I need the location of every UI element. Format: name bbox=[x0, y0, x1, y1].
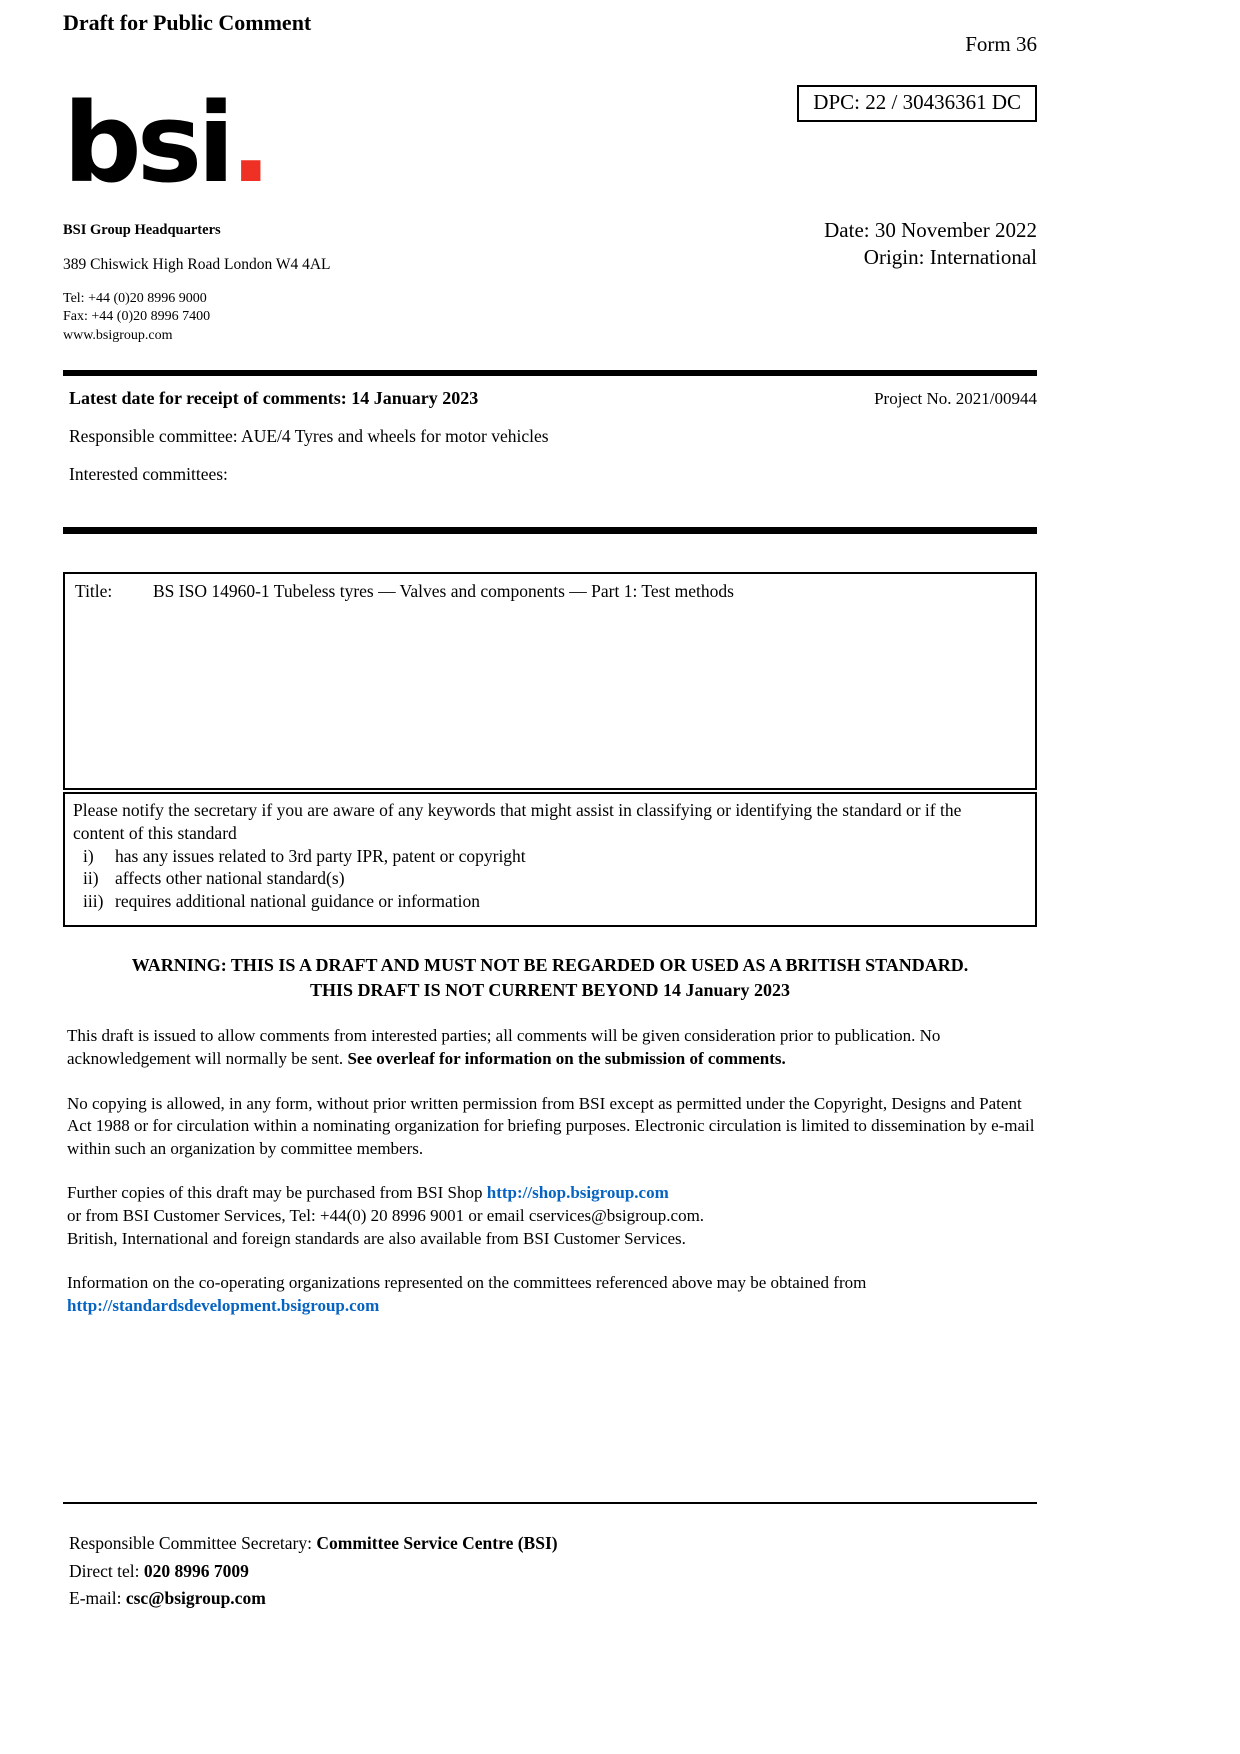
keywords-item-text: requires additional national guidance or information bbox=[115, 891, 480, 912]
paragraph-further-copies bbox=[63, 1182, 1037, 1250]
draft-for-public-comment-title: Draft for Public Comment bbox=[63, 10, 312, 35]
paragraph-draft-issued-text: This draft is issued to allow comments from interested parties; all comments will be given consideration prior to publication. No acknowledgement will normally be sent. bbox=[67, 1026, 941, 1068]
further-copies-line-1 bbox=[67, 1182, 1037, 1205]
further-copies-text: Further copies of this draft may be purchased from BSI Shop bbox=[67, 1183, 487, 1203]
project-number: Project No. 2021/00944 bbox=[874, 389, 1037, 409]
keywords-item bbox=[83, 845, 1017, 868]
further-copies-line-2: or from BSI Customer Services, Tel: +44(0) 20 8996 9001 or email cservices@bsigroup.com. bbox=[67, 1205, 705, 1225]
top-row bbox=[63, 10, 1037, 57]
responsible-committee-line: Responsible committee: AUE/4 Tyres and wheels for motor vehicles bbox=[69, 426, 549, 447]
footer-secretary-line bbox=[69, 1530, 1037, 1557]
tel-line: Tel: +44 (0)20 8996 9000 bbox=[63, 290, 207, 306]
footer-tel-line bbox=[69, 1558, 1037, 1585]
paragraph-cooperating-orgs bbox=[63, 1272, 1037, 1317]
paragraph-see-overleaf-bold: See overleaf for information on the submission of comments. bbox=[347, 1048, 786, 1068]
brand-row bbox=[63, 79, 1037, 346]
dpc-reference-box bbox=[797, 85, 1037, 122]
paragraph-draft-issued bbox=[63, 1025, 1037, 1070]
hq-title: BSI Group Headquarters bbox=[63, 221, 221, 238]
keywords-item bbox=[83, 890, 1017, 913]
dpc-reference-text: DPC: 22 / 30436361 DC bbox=[813, 90, 1021, 114]
bsi-shop-link[interactable]: http://shop.bsigroup.com bbox=[486, 1183, 669, 1203]
horizontal-rule-footer bbox=[63, 1502, 1037, 1504]
further-copies-line-3: British, International and foreign standards are also available from BSI Customer Services. bbox=[67, 1228, 686, 1248]
keywords-intro: Please notify the secretary if you are aware of any keywords that might assist in classifying or identifying the standard or if the content of this standard bbox=[73, 800, 962, 843]
origin-line: Origin: International bbox=[863, 245, 1037, 269]
bsi-logo-red-dot: . bbox=[229, 79, 267, 207]
email-value: csc@bsigroup.com bbox=[125, 1587, 266, 1608]
contact-block bbox=[63, 290, 331, 347]
horizontal-rule-middle bbox=[63, 527, 1037, 534]
horizontal-rule-top bbox=[63, 370, 1037, 376]
keywords-item-number: i) bbox=[83, 845, 94, 866]
brand-left-column bbox=[63, 79, 331, 346]
fax-line: Fax: +44 (0)20 8996 7400 bbox=[63, 309, 211, 325]
warning-line-1: WARNING: THIS IS A DRAFT AND MUST NOT BE REGARDED OR USED AS A BRITISH STANDARD. bbox=[131, 954, 969, 975]
keywords-item-number: ii) bbox=[83, 868, 99, 889]
warning-block bbox=[63, 953, 1037, 1003]
date-line: Date: 30 November 2022 bbox=[824, 218, 1037, 242]
bsi-logo-text: bsi bbox=[63, 79, 230, 207]
form-number: Form 36 bbox=[965, 32, 1037, 56]
standards-development-link[interactable]: http://standardsdevelopment.bsigroup.com bbox=[67, 1295, 380, 1315]
latest-date-for-comments: Latest date for receipt of comments: 14 January 2023 bbox=[69, 388, 479, 409]
secretary-value: Committee Service Centre (BSI) bbox=[316, 1533, 558, 1554]
footer-email-line bbox=[69, 1585, 1037, 1612]
direct-tel-label: Direct tel: bbox=[69, 1560, 144, 1581]
keywords-item-text: affects other national standard(s) bbox=[115, 868, 345, 889]
brand-right-column bbox=[797, 85, 1037, 346]
interested-committees-line: Interested committees: bbox=[69, 464, 228, 485]
title-box bbox=[63, 572, 1037, 790]
email-label: E-mail: bbox=[69, 1587, 126, 1608]
keywords-item-number: iii) bbox=[83, 891, 104, 912]
secretary-label: Responsible Committee Secretary: bbox=[69, 1533, 317, 1554]
title-value: BS ISO 14960-1 Tubeless tyres — Valves and components — Part 1: Test methods bbox=[153, 581, 734, 602]
title-label: Title: bbox=[75, 581, 113, 602]
meta-row bbox=[63, 388, 1037, 409]
hq-address: 389 Chiswick High Road London W4 4AL bbox=[63, 255, 331, 273]
paragraph-no-copying: No copying is allowed, in any form, without prior written permission from BSI except as permitted under the Copyright, Designs and Patent Act 1988 or for circulation within a nominating organization for briefing purposes. Electronic circulation is limited to dissemination by e-mail within such an organization by committee members. bbox=[67, 1093, 1035, 1158]
bsi-logo bbox=[63, 79, 331, 207]
keywords-box bbox=[63, 792, 1037, 927]
footer-block bbox=[63, 1530, 1037, 1611]
warning-line-2: THIS DRAFT IS NOT CURRENT BEYOND 14 January 2023 bbox=[309, 980, 791, 1001]
keywords-item-text: has any issues related to 3rd party IPR, patent or copyright bbox=[115, 845, 526, 866]
keywords-item bbox=[83, 867, 1017, 890]
cooperating-orgs-text: Information on the co-operating organizations represented on the committees referenced above may be obtained from bbox=[67, 1273, 867, 1293]
website-line: www.bsigroup.com bbox=[63, 328, 173, 344]
direct-tel-value: 020 8996 7009 bbox=[143, 1560, 249, 1581]
